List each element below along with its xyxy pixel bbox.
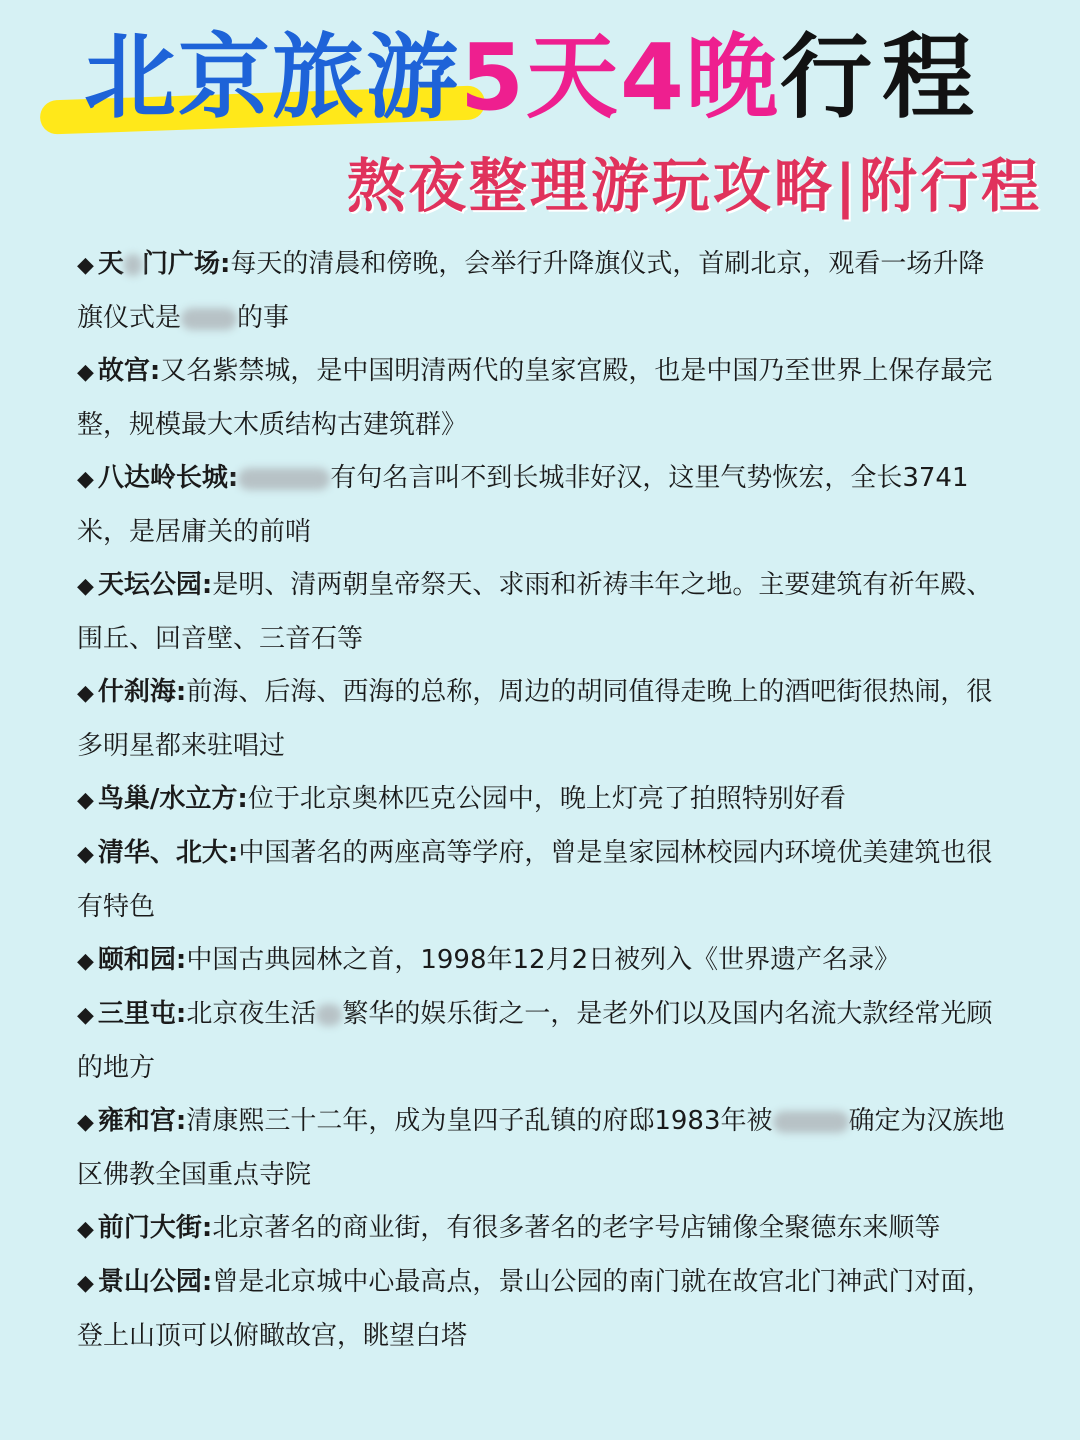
item-desc: 是明、清两朝皇帝祭天、求雨和祈祷丰年之地。主要建筑有祈年殿、围丘、回音壁、三音石等 — [77, 570, 993, 654]
attraction-list — [77, 238, 1007, 1363]
item-name: 天 — [97, 249, 124, 279]
diamond-bullet-icon: ◆ — [77, 1003, 94, 1028]
redaction-blur — [773, 1111, 849, 1133]
item-desc: 曾是北京城中心最高点，景山公园的南门就在故宫北门神武门对面，登上山顶可以俯瞰故宫，眺望白塔 — [77, 1267, 993, 1351]
page-title — [84, 22, 984, 134]
list-item — [77, 345, 1007, 452]
diamond-bullet-icon: ◆ — [77, 949, 94, 974]
item-name: 八达岭长城: — [97, 463, 239, 493]
item-name: 颐和园: — [97, 945, 187, 975]
item-desc: 北京著名的商业街，有很多著名的老字号店铺像全聚德东来顺等 — [212, 1213, 941, 1243]
item-name-continued: 门广场: — [141, 249, 231, 279]
diamond-bullet-icon: ◆ — [77, 574, 94, 599]
redaction-blur — [316, 1004, 342, 1026]
item-desc-continued: 繁华的娱乐街之一，是老外们以及国内名流大款经常光顾的地方 — [77, 999, 993, 1083]
item-name: 三里屯: — [97, 999, 187, 1029]
title-part-blue: 北京旅游 — [84, 24, 461, 131]
list-item — [77, 1202, 1007, 1256]
list-item — [77, 827, 1007, 934]
item-desc: 北京夜生活 — [186, 999, 317, 1029]
header — [0, 0, 1080, 230]
diamond-bullet-icon: ◆ — [77, 1110, 94, 1135]
item-desc-continued: 确定为汉族地区佛教全国重点寺院 — [77, 1106, 1005, 1190]
item-name: 天坛公园: — [97, 570, 213, 600]
diamond-bullet-icon: ◆ — [77, 253, 94, 278]
list-item — [77, 1095, 1007, 1202]
diamond-bullet-icon: ◆ — [77, 1271, 94, 1296]
item-desc: 每天的清晨和傍晚，会举行升降旗仪式，首刷北京，观看一场升降旗仪式是 — [77, 249, 985, 333]
diamond-bullet-icon: ◆ — [77, 788, 94, 813]
item-name: 前门大街: — [97, 1213, 213, 1243]
title-part-pink: 5天4晚 — [460, 24, 781, 131]
item-desc: 有句名言叫不到长城非好汉，这里气势恢宏，全长3741米，是居庸关的前哨 — [77, 463, 969, 547]
redaction-blur — [181, 308, 237, 330]
item-name: 景山公园: — [97, 1267, 213, 1297]
diamond-bullet-icon: ◆ — [77, 467, 94, 492]
item-desc: 位于北京奥林匹克公园中，晚上灯亮了拍照特别好看 — [247, 784, 846, 814]
list-item — [77, 452, 1007, 559]
redaction-blur — [238, 468, 330, 490]
item-desc: 中国著名的两座高等学府，曾是皇家园林校园内环境优美建筑也很有特色 — [77, 838, 993, 922]
title-part-black: 行程 — [780, 24, 985, 131]
list-item — [77, 934, 1007, 988]
redaction-blur — [124, 254, 142, 276]
diamond-bullet-icon: ◆ — [77, 1217, 94, 1242]
list-item — [77, 666, 1007, 773]
diamond-bullet-icon: ◆ — [77, 842, 94, 867]
list-item — [77, 559, 1007, 666]
item-desc: 中国古典园林之首，1998年12月2日被列入《世界遗产名录》 — [186, 945, 901, 975]
item-desc: 又名紫禁城，是中国明清两代的皇家宫殿，也是中国乃至世界上保存最完整，规模最大木质结构古建筑群》 — [77, 356, 993, 440]
page-subtitle: 熬夜整理游玩攻略|附行程 — [346, 152, 1042, 220]
list-item — [77, 238, 1007, 345]
item-desc: 前海、后海、西海的总称，周边的胡同值得走晚上的酒吧街很热闹，很多明星都来驻唱过 — [77, 677, 993, 761]
diamond-bullet-icon: ◆ — [77, 360, 94, 385]
item-name: 鸟巢/水立方: — [97, 784, 248, 814]
item-desc: 清康熙三十二年，成为皇四子乱镇的府邸1983年被 — [186, 1106, 773, 1136]
item-desc-continued: 的事 — [237, 303, 290, 333]
list-item — [77, 1256, 1007, 1363]
item-name: 清华、北大: — [97, 838, 239, 868]
diamond-bullet-icon: ◆ — [77, 681, 94, 706]
item-name: 故宫: — [97, 356, 161, 386]
list-item — [77, 988, 1007, 1095]
list-item — [77, 773, 1007, 827]
item-name: 雍和宫: — [97, 1106, 187, 1136]
item-name: 什刹海: — [97, 677, 187, 707]
